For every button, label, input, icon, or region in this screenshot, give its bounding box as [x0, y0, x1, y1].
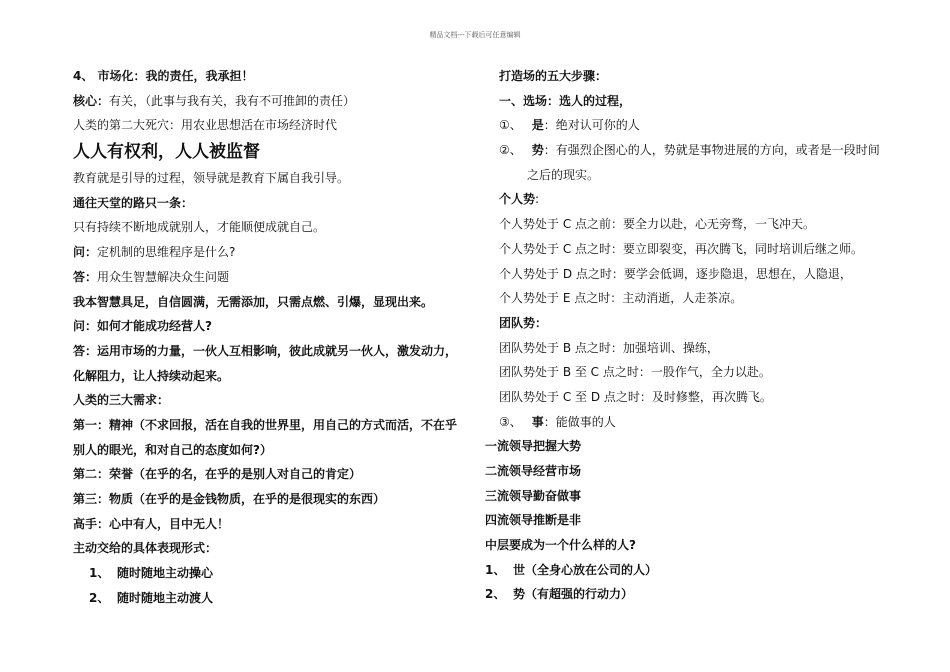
wisdom-statement: 我本智慧具足，自信圆满，无需添加，只需点燃、引爆，显现出来。 [73, 294, 434, 309]
circled-number: ③、 [499, 414, 522, 429]
personal-at-e: 个人势处于 E 点之时：主动消逝，人走茶凉。 [499, 291, 743, 306]
education-line: 教育就是引导的过程，领导就是教育下属自我引导。 [73, 171, 350, 186]
handover-item-2 [73, 586, 473, 611]
list-text: 势（有超强的行动力） [513, 587, 634, 602]
middle-item-1 [485, 558, 905, 583]
list-number: 1、 [89, 566, 110, 581]
step-select-heading: 一、选场：选人的过程， [499, 93, 632, 108]
core-text: 有关，（此事与我有关，我有不可推卸的责任） [109, 93, 356, 108]
big-title: 人人有权利，人人被监督 [73, 142, 260, 163]
heaven-path-text: 只有持续不断地成就别人，才能顺便成就自己。 [73, 220, 326, 235]
select-item-2 [485, 138, 905, 163]
item-text: ：能做事的人 [543, 414, 616, 429]
item-text: ：有强烈企图心的人，势就是事物进展的方向，或者是一段时间 [543, 143, 880, 158]
answer-market-1: 答：运用市场的力量，一伙人互相影响，彼此成就另一伙人，激发动力， [73, 343, 458, 358]
personal-at-c: 个人势处于 C 点之时：要立即裂变，再次腾飞，同时培训后继之师。 [499, 241, 864, 256]
personal-before-c: 个人势处于 C 点之前：要全力以赴，心无旁骛，一飞冲天。 [499, 217, 816, 232]
answer-market-2: 化解阻力，让人持续动起来。 [73, 368, 230, 383]
second-weakness: 人类的第二大死穴：用农业思想活在市场经济时代 [73, 118, 338, 133]
middle-item-2 [485, 582, 905, 607]
list-number: 1、 [485, 562, 506, 577]
select-item-2-cont: 之后的现实。 [527, 167, 600, 182]
middle-manager-heading: 中层要成为一个什么样的人? [485, 538, 636, 553]
item-key: 是 [531, 118, 544, 133]
leader-first: 一流领导把握大势 [485, 439, 582, 454]
answer-text: 用众生智慧解决众生问题 [97, 269, 230, 284]
leader-fourth: 四流领导推断是非 [485, 513, 582, 528]
list-number: 2、 [89, 590, 110, 605]
select-item-1 [485, 113, 905, 138]
personal-momentum-heading [485, 187, 905, 212]
page-header: 精品文档---下载后可任意编辑 [429, 31, 521, 39]
personal-momentum-label: 个人势 [499, 192, 536, 207]
core-label: 核心： [73, 93, 110, 108]
leader-third: 三流领导勤奋做事 [485, 488, 582, 503]
leader-second: 二流领导经营市场 [485, 464, 582, 478]
need-spirit-1: 第一：精神（不求回报，活在自我的世界里，用自己的方式而活，不在乎 [73, 417, 458, 432]
list-text: 随时随地主动渡人 [117, 590, 214, 605]
item-text: ：绝对认可你的人 [543, 118, 640, 133]
answer-wisdom [73, 265, 473, 290]
handover-item-1 [73, 561, 473, 586]
list-text: 世（全身心放在公司的人） [513, 562, 658, 577]
team-momentum-heading: 团队势： [499, 315, 548, 330]
need-material: 第三：物质（在乎的是金钱物质，在乎的是很现实的东西） [73, 492, 386, 506]
heading-market: 4、 市场化：我的责任，我承担！ [73, 69, 254, 83]
team-c-to-d: 团队势处于 C 至 D 点之时：及时修整，再次腾飞。 [499, 389, 772, 404]
answer-label: 答： [73, 269, 98, 284]
personal-at-d: 个人势处于 D 点之时：要学会低调，逐步隐退，思想在，人隐退， [499, 266, 852, 281]
need-spirit-2: 别人的眼光，和对自己的态度如何?） [73, 442, 272, 457]
team-at-b: 团队势处于 B 点之时：加强培训、操练， [499, 340, 719, 355]
heaven-path-heading: 通往天堂的路只一条： [73, 195, 194, 210]
question-mechanism [73, 240, 473, 265]
list-number: 2、 [485, 587, 506, 602]
need-honor: 第二：荣誉（在乎的名，在乎的是别人对自己的肯定） [73, 467, 362, 482]
team-b-to-c: 团队势处于 B 至 C 点之时：一股作气，全力以赴。 [499, 365, 771, 380]
left-column [73, 64, 473, 610]
question-text: 定机制的思维程序是什么? [97, 245, 236, 260]
five-steps-heading: 打造场的五大步骤： [499, 69, 608, 83]
colon: : [535, 192, 540, 207]
circled-number: ①、 [499, 118, 522, 133]
item-key: 势 [531, 143, 544, 158]
core-line [73, 89, 473, 114]
select-item-3 [485, 410, 905, 435]
question-label: 问： [73, 245, 98, 260]
item-key: 事 [531, 414, 544, 429]
circled-number: ②、 [499, 143, 522, 158]
three-needs-heading: 人类的三大需求： [73, 393, 170, 408]
handover-heading: 主动交给的具体表现形式： [73, 541, 218, 556]
master-line: 高手：心中有人，目中无人！ [73, 516, 230, 531]
question-manage: 问：如何才能成功经营人? [73, 319, 212, 334]
list-text: 随时随地主动操心 [117, 566, 214, 581]
right-column [485, 64, 905, 607]
